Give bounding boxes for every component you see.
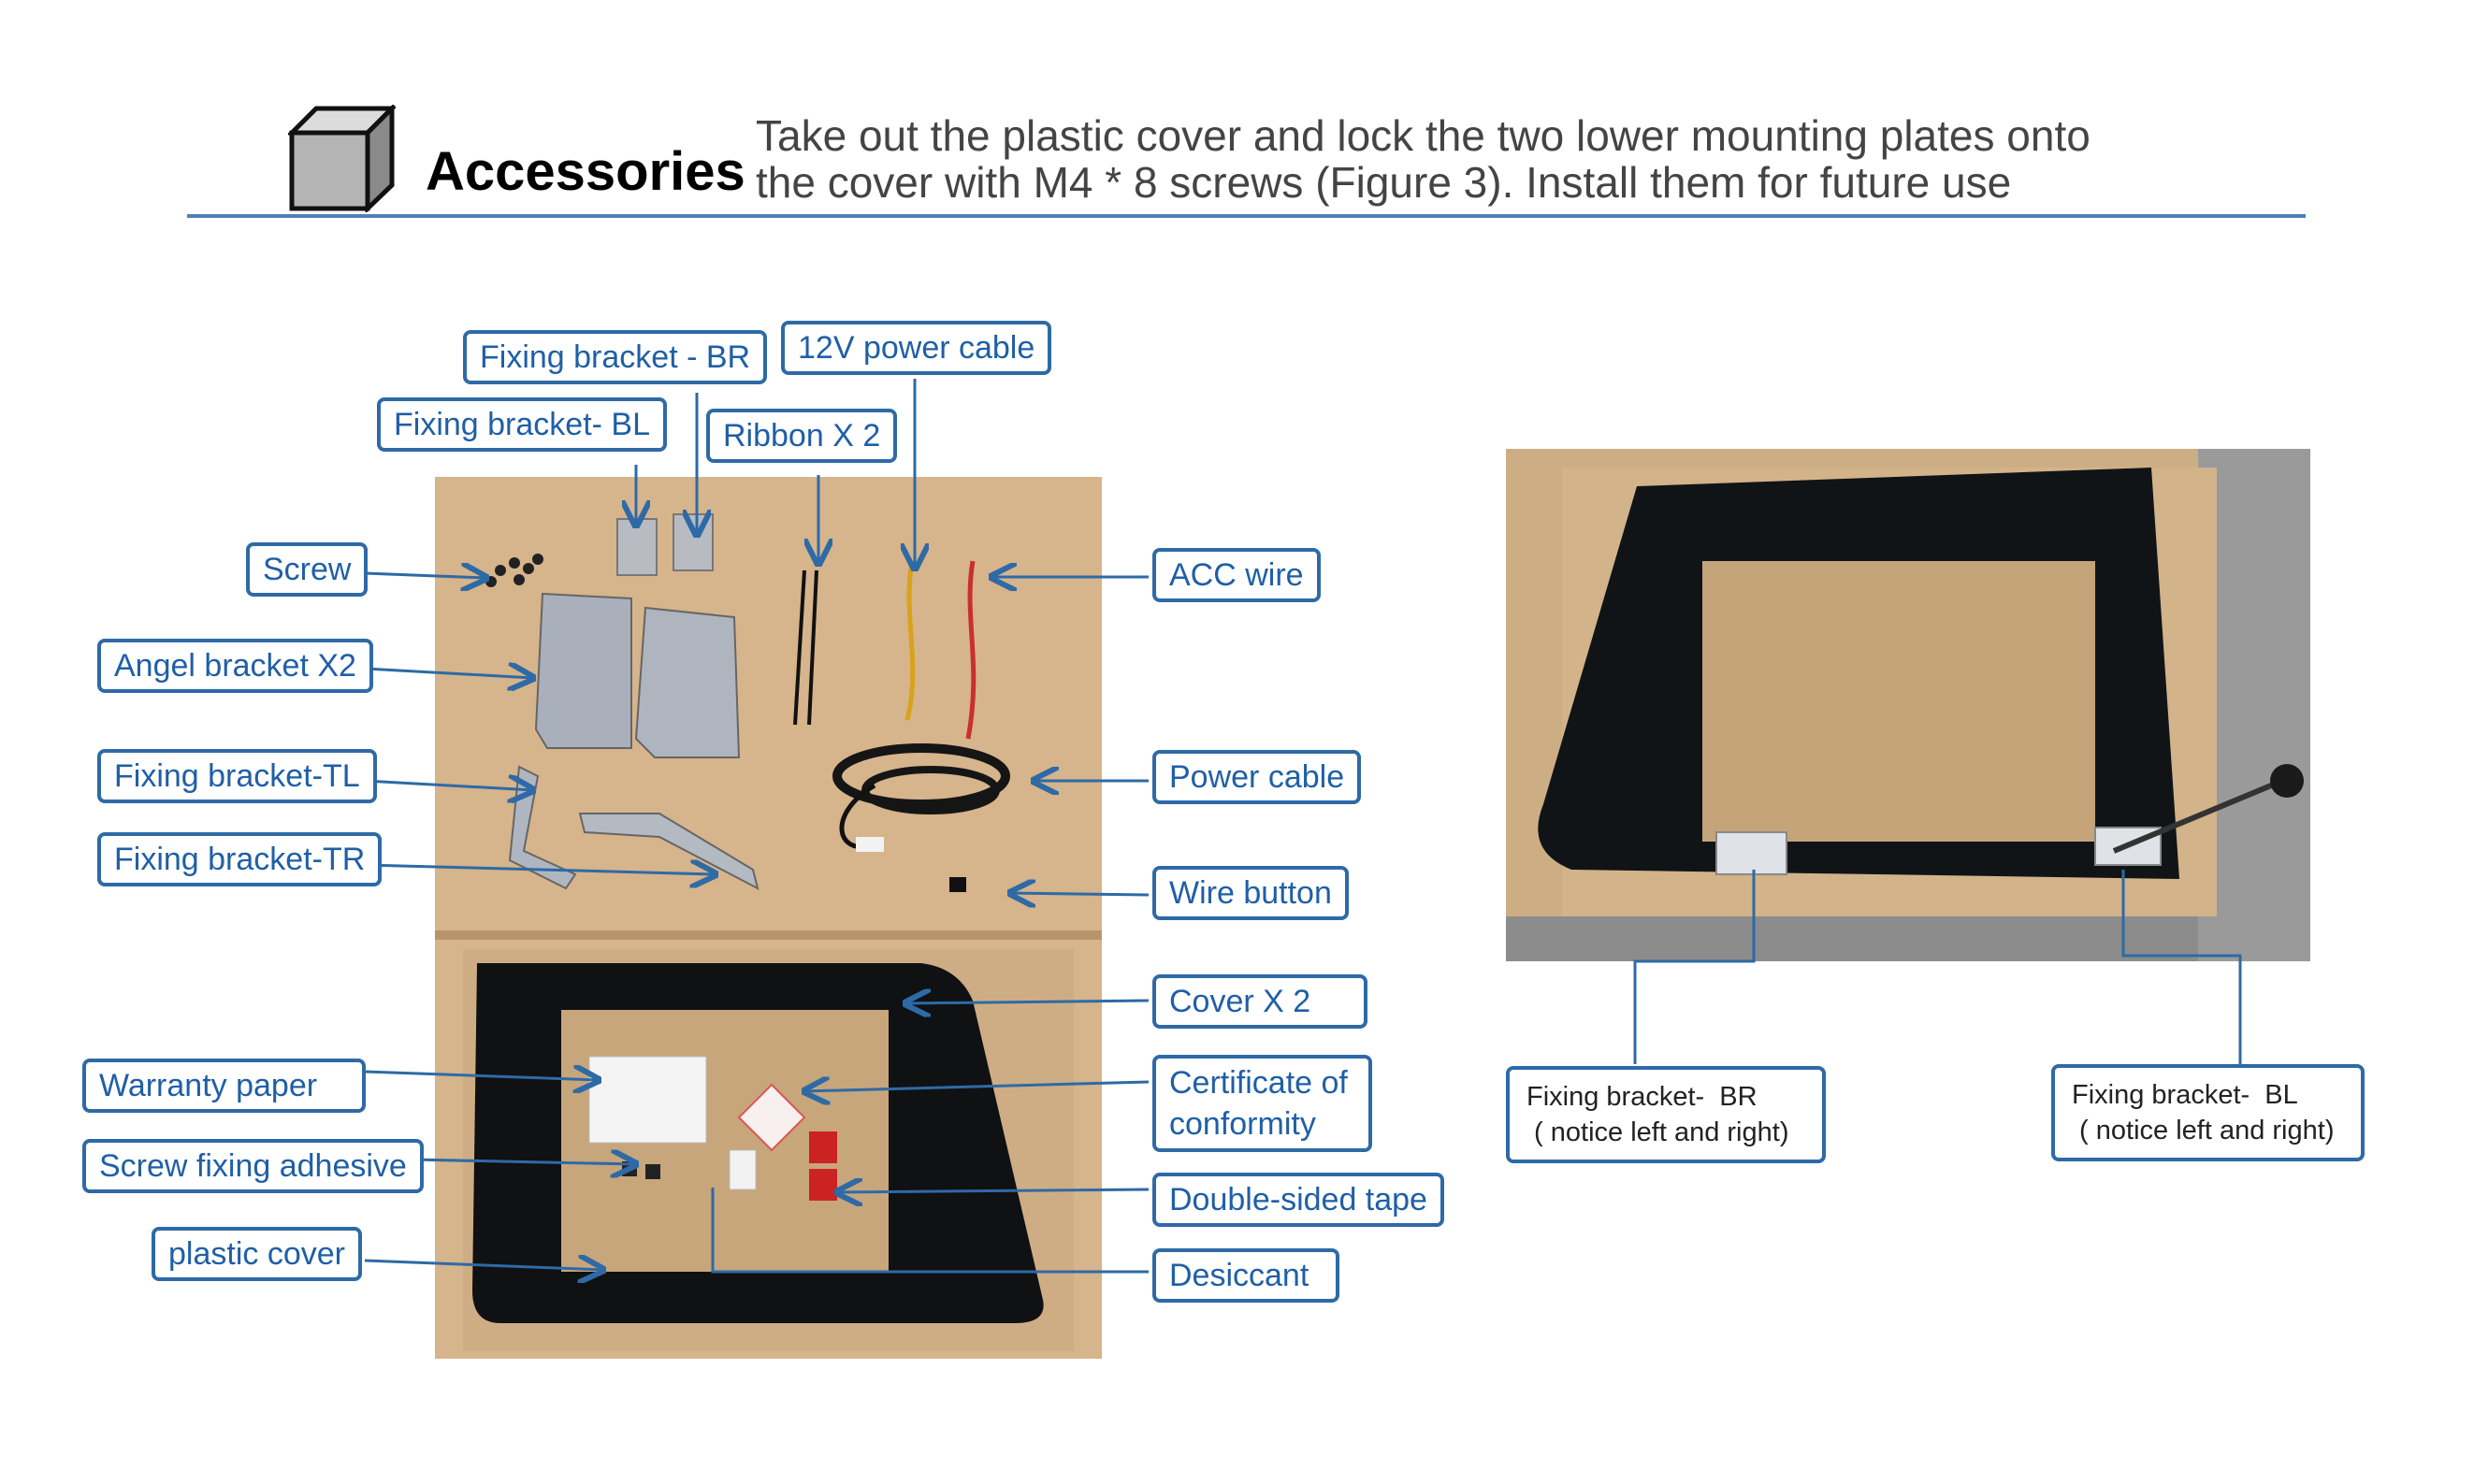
label-cover: Cover X 2 (1152, 974, 1367, 1029)
label-12v-power-cable: 12V power cable (781, 321, 1051, 375)
label-fixing-bracket-bl: Fixing bracket- BL (377, 397, 667, 452)
label-certificate-of-conformity: Certificate of conformity (1152, 1055, 1372, 1152)
label-fixing-bracket-tr: Fixing bracket-TR (97, 832, 382, 886)
label-wire-button: Wire button (1152, 866, 1349, 920)
label-fixing-bracket-br: Fixing bracket - BR (463, 330, 767, 384)
instruction-line-1: Take out the plastic cover and lock the two lower mounting plates onto (756, 111, 2091, 160)
page-title: Accessories (426, 141, 745, 202)
label-right-fixing-bracket-br: Fixing bracket- BR ( notice left and right) (1506, 1066, 1826, 1163)
label-power-cable: Power cable (1152, 750, 1361, 804)
label-desiccant: Desiccant (1152, 1248, 1339, 1303)
instruction-line-2: the cover with M4 * 8 screws (Figure 3). Install them for future use (756, 158, 2012, 207)
label-angel-bracket: Angel bracket X2 (97, 639, 373, 693)
label-warranty-paper: Warranty paper (82, 1059, 366, 1113)
label-right-fixing-bracket-bl: Fixing bracket- BL ( notice left and right) (2051, 1064, 2365, 1161)
label-screw-fixing-adhesive: Screw fixing adhesive (82, 1139, 424, 1193)
label-fixing-bracket-tl: Fixing bracket-TL (97, 749, 377, 803)
label-screw: Screw (246, 542, 368, 597)
label-acc-wire: ACC wire (1152, 548, 1321, 602)
label-ribbon: Ribbon X 2 (706, 409, 897, 463)
label-plastic-cover: plastic cover (152, 1227, 362, 1281)
label-double-sided-tape: Double-sided tape (1152, 1173, 1444, 1227)
